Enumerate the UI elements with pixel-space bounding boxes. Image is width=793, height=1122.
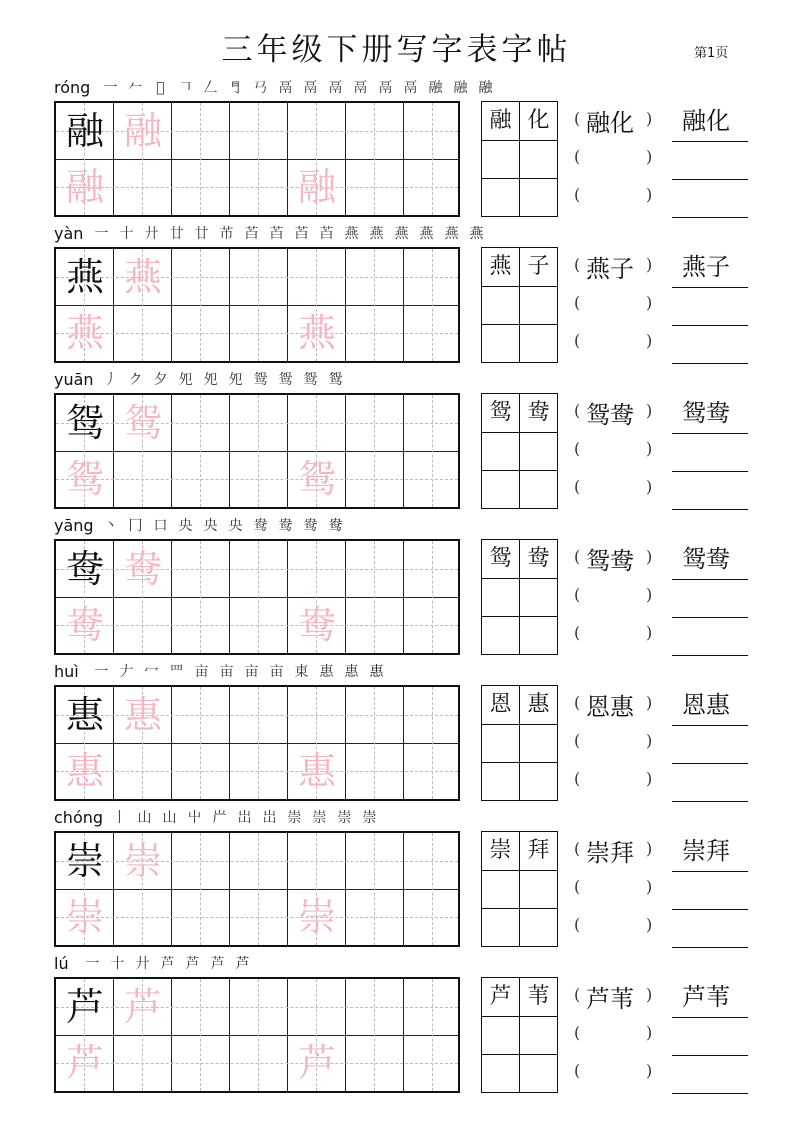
stroke-step: 崇: [312, 810, 327, 826]
guide-line: [374, 833, 375, 945]
practice-section: [0, 804, 793, 950]
trace-character: 燕: [297, 311, 336, 355]
grid-line: [482, 1054, 557, 1055]
stroke-step: 苩: [319, 226, 334, 242]
pinyin-label: róng: [54, 78, 91, 97]
guide-line: [374, 395, 375, 507]
model-character: 崇: [65, 839, 104, 883]
stroke-step: 燕: [394, 226, 409, 242]
bracket-close: ): [646, 877, 653, 896]
trace-character: 崇: [123, 839, 162, 883]
stroke-step: 夗: [203, 372, 218, 388]
trace-character: 芦: [65, 1041, 104, 1085]
bracket-open: (: [574, 293, 581, 312]
bracket-close: ): [646, 439, 653, 458]
stroke-step: 亩: [244, 664, 259, 680]
write-line[interactable]: [672, 325, 748, 326]
stroke-step: 融: [428, 80, 443, 96]
stroke-step: 央: [178, 518, 193, 534]
answer-word: 融化: [682, 107, 730, 135]
model-character: 鸳: [65, 401, 104, 445]
grid-line: [482, 432, 557, 433]
stroke-order: [98, 370, 348, 390]
stroke-step: 惠: [369, 664, 384, 680]
trace-character: 崇: [65, 895, 104, 939]
stroke-step: 芦: [185, 956, 200, 972]
grid-line: [56, 451, 458, 452]
stroke-order: [98, 78, 498, 98]
bracket-open: (: [574, 985, 581, 1004]
word-character: 子: [527, 254, 550, 279]
stroke-step: 𠃋: [203, 80, 218, 96]
bracket-open: (: [574, 769, 581, 788]
practice-grid: [54, 977, 460, 1093]
grid-line: [482, 286, 557, 287]
pinyin-label: chóng: [54, 808, 104, 827]
bracket-close: ): [646, 915, 653, 934]
grid-line: [56, 305, 458, 306]
bracket-open: (: [574, 693, 581, 712]
practice-grid: [54, 393, 460, 509]
practice-section: [0, 950, 793, 1096]
write-line[interactable]: [672, 801, 748, 802]
grid-line: [482, 762, 557, 763]
stroke-step: 亩: [269, 664, 284, 680]
word-character: 鸯: [527, 546, 550, 571]
word-character: 拜: [527, 838, 550, 863]
model-character: 芦: [65, 985, 104, 1029]
model-character: 鸯: [65, 547, 104, 591]
write-line[interactable]: [672, 433, 748, 434]
write-line[interactable]: [672, 871, 748, 872]
stroke-step: 芦: [235, 956, 250, 972]
guide-line: [432, 395, 433, 507]
stroke-step: 惠: [319, 664, 334, 680]
grid-line: [482, 908, 557, 909]
practice-section: [0, 74, 793, 220]
answer-word: 鸳鸯: [682, 545, 730, 573]
guide-line: [56, 1063, 458, 1064]
stroke-step: 融: [453, 80, 468, 96]
bracket-open: (: [574, 731, 581, 750]
bracket-close: ): [646, 293, 653, 312]
bracket-close: ): [646, 477, 653, 496]
write-line[interactable]: [672, 1055, 748, 1056]
practice-grid: [54, 539, 460, 655]
bracket-open: (: [574, 547, 581, 566]
bracket-open: (: [574, 623, 581, 642]
word-character: 化: [527, 108, 550, 133]
stroke-step: 苩: [244, 226, 259, 242]
page-number: 第1页: [694, 46, 729, 61]
pinyin-label: yuān: [54, 370, 94, 389]
guide-line: [200, 833, 201, 945]
trace-character: 惠: [65, 749, 104, 793]
stroke-step: 廿: [169, 226, 184, 242]
stroke-step: 鬲: [303, 80, 318, 96]
trace-character: 鸳: [297, 457, 336, 501]
bracket-close: ): [646, 585, 653, 604]
guide-line: [432, 249, 433, 361]
stroke-step: 𠂉: [128, 80, 143, 96]
write-line[interactable]: [672, 509, 748, 510]
stroke-step: 苩: [294, 226, 309, 242]
stroke-order: [89, 224, 489, 244]
write-line[interactable]: [672, 579, 748, 580]
grid-line: [482, 870, 557, 871]
stroke-step: 廾: [144, 226, 159, 242]
guide-line: [258, 541, 259, 653]
guide-line: [432, 687, 433, 799]
practice-grid: [54, 101, 460, 217]
stroke-step: 燕: [469, 226, 484, 242]
guide-line: [258, 833, 259, 945]
grid-line: [56, 743, 458, 744]
trace-character: 惠: [123, 693, 162, 737]
write-line[interactable]: [672, 217, 748, 218]
guide-line: [258, 687, 259, 799]
pinyin-label: lú: [54, 954, 69, 973]
trace-character: 芦: [297, 1041, 336, 1085]
practice-section: [0, 220, 793, 366]
stroke-step: 鸳: [303, 372, 318, 388]
stroke-step: 鸯: [328, 518, 343, 534]
practice-grid: [54, 247, 460, 363]
bracket-close: ): [646, 1023, 653, 1042]
answer-word: 鸳鸯: [682, 399, 730, 427]
stroke-step: 鸳: [278, 372, 293, 388]
grid-line: [56, 1035, 458, 1036]
stroke-step: 屮: [187, 810, 202, 826]
guide-line: [200, 541, 201, 653]
bracket-open: (: [574, 839, 581, 858]
bracket-open: (: [574, 1061, 581, 1080]
stroke-order: [107, 808, 382, 828]
guide-line: [56, 333, 458, 334]
word-grid: [481, 101, 558, 217]
word-character: 融: [489, 108, 512, 133]
trace-character: 鸯: [123, 547, 162, 591]
stroke-step: 鬲: [353, 80, 368, 96]
write-line[interactable]: [672, 725, 748, 726]
stroke-step: 燕: [444, 226, 459, 242]
trace-character: 燕: [123, 255, 162, 299]
pinyin-label: yàn: [54, 224, 84, 243]
bracket-close: ): [646, 147, 653, 166]
bracket-close: ): [646, 255, 653, 274]
stroke-step: 一: [94, 226, 109, 242]
pinyin-label: huì: [54, 662, 79, 681]
answer-word: 芦苇: [682, 983, 730, 1011]
stroke-step: 廾: [135, 956, 150, 972]
stroke-step: 丨: [112, 810, 127, 826]
guide-line: [200, 687, 201, 799]
guide-line: [432, 103, 433, 215]
stroke-step: 一: [103, 80, 118, 96]
word-character: 苇: [527, 984, 550, 1009]
bracket-close: ): [646, 547, 653, 566]
stroke-step: ク: [128, 372, 143, 388]
write-line[interactable]: [672, 179, 748, 180]
trace-character: 鸯: [65, 603, 104, 647]
stroke-step: 丿: [103, 372, 118, 388]
write-line[interactable]: [672, 141, 748, 142]
grid-line: [482, 324, 557, 325]
bracket-open: (: [574, 877, 581, 896]
stroke-step: 冖: [144, 664, 159, 680]
guide-line: [200, 395, 201, 507]
bracket-open: (: [574, 185, 581, 204]
bracket-open: (: [574, 255, 581, 274]
trace-character: 崇: [297, 895, 336, 939]
bracket-word: 芦苇: [586, 985, 634, 1013]
bracket-open: (: [574, 401, 581, 420]
stroke-step: 冂: [128, 518, 143, 534]
guide-line: [374, 541, 375, 653]
guide-line: [432, 541, 433, 653]
stroke-step: 一: [94, 664, 109, 680]
model-character: 燕: [65, 255, 104, 299]
bracket-open: (: [574, 585, 581, 604]
stroke-step: 鸯: [253, 518, 268, 534]
stroke-step: 𠂇: [119, 664, 134, 680]
stroke-step: 夗: [178, 372, 193, 388]
stroke-step: 崇: [287, 810, 302, 826]
bracket-close: ): [646, 185, 653, 204]
grid-line: [482, 724, 557, 725]
guide-line: [200, 979, 201, 1091]
stroke-step: 𠂌: [156, 80, 165, 96]
grid-line: [482, 578, 557, 579]
grid-line: [56, 597, 458, 598]
stroke-step: 岀: [237, 810, 252, 826]
bracket-close: ): [646, 623, 653, 642]
bracket-close: ): [646, 401, 653, 420]
stroke-step: 夕: [153, 372, 168, 388]
bracket-word: 鸳鸯: [586, 401, 634, 429]
model-character: 融: [65, 109, 104, 153]
practice-grid: [54, 831, 460, 947]
word-grid: [481, 247, 558, 363]
write-line[interactable]: [672, 363, 748, 364]
grid-line: [482, 178, 557, 179]
stroke-step: 山: [162, 810, 177, 826]
bracket-open: (: [574, 915, 581, 934]
guide-line: [374, 103, 375, 215]
guide-line: [432, 979, 433, 1091]
bracket-close: ): [646, 731, 653, 750]
word-grid: [481, 685, 558, 801]
trace-character: 芦: [123, 985, 162, 1029]
word-grid: [481, 831, 558, 947]
stroke-step: 鸳: [253, 372, 268, 388]
bracket-open: (: [574, 109, 581, 128]
stroke-step: 燕: [419, 226, 434, 242]
trace-character: 融: [65, 165, 104, 209]
guide-line: [56, 625, 458, 626]
answer-word: 燕子: [682, 253, 730, 281]
grid-line: [482, 1016, 557, 1017]
page-title: 三年级下册写字表字帖: [221, 32, 572, 68]
stroke-step: 惠: [344, 664, 359, 680]
guide-line: [258, 249, 259, 361]
stroke-step: 央: [203, 518, 218, 534]
trace-character: 融: [123, 109, 162, 153]
practice-section: [0, 512, 793, 658]
stroke-step: 鸳: [328, 372, 343, 388]
trace-character: 鸯: [297, 603, 336, 647]
guide-line: [258, 103, 259, 215]
practice-section: [0, 366, 793, 512]
stroke-order: [98, 516, 348, 536]
guide-line: [56, 479, 458, 480]
stroke-step: 芦: [210, 956, 225, 972]
stroke-order: [80, 954, 255, 974]
word-grid: [481, 393, 558, 509]
bracket-word: 燕子: [586, 255, 634, 283]
bracket-close: ): [646, 1061, 653, 1080]
stroke-step: 芦: [160, 956, 175, 972]
stroke-step: 崇: [362, 810, 377, 826]
word-character: 恩: [489, 692, 512, 717]
stroke-step: 燕: [344, 226, 359, 242]
stroke-step: 屵: [212, 810, 227, 826]
trace-character: 鸳: [65, 457, 104, 501]
stroke-step: 崇: [337, 810, 352, 826]
bracket-close: ): [646, 839, 653, 858]
stroke-step: 𠃛: [228, 80, 243, 96]
guide-line: [200, 249, 201, 361]
practice-section: [0, 658, 793, 804]
word-character: 鸳: [489, 400, 512, 425]
stroke-step: 央: [228, 518, 243, 534]
word-character: 惠: [527, 692, 550, 717]
stroke-step: 一: [85, 956, 100, 972]
answer-word: 崇拜: [682, 837, 730, 865]
answer-word: 恩惠: [682, 691, 730, 719]
bracket-close: ): [646, 693, 653, 712]
word-character: 崇: [489, 838, 512, 863]
stroke-step: 芇: [219, 226, 234, 242]
stroke-step: 山: [137, 810, 152, 826]
word-character: 芦: [489, 984, 512, 1009]
write-line[interactable]: [672, 1093, 748, 1094]
write-line[interactable]: [672, 655, 748, 656]
write-line[interactable]: [672, 287, 748, 288]
bracket-close: ): [646, 109, 653, 128]
stroke-step: 十: [110, 956, 125, 972]
stroke-step: 鸯: [278, 518, 293, 534]
guide-line: [374, 687, 375, 799]
stroke-step: 夗: [228, 372, 243, 388]
stroke-step: 𠃍: [178, 80, 193, 96]
stroke-step: 鬲: [378, 80, 393, 96]
stroke-step: 𢎘: [253, 80, 268, 96]
stroke-order: [89, 662, 389, 682]
bracket-word: 崇拜: [586, 839, 634, 867]
bracket-close: ): [646, 769, 653, 788]
write-line[interactable]: [672, 909, 748, 910]
write-line[interactable]: [672, 763, 748, 764]
stroke-step: 鸯: [303, 518, 318, 534]
word-character: 鸯: [527, 400, 550, 425]
guide-line: [258, 395, 259, 507]
grid-line: [56, 159, 458, 160]
bracket-open: (: [574, 439, 581, 458]
trace-character: 燕: [65, 311, 104, 355]
stroke-step: 亩: [219, 664, 234, 680]
guide-line: [374, 979, 375, 1091]
stroke-step: 苩: [269, 226, 284, 242]
guide-line: [56, 917, 458, 918]
bracket-open: (: [574, 477, 581, 496]
bracket-close: ): [646, 985, 653, 1004]
guide-line: [56, 187, 458, 188]
stroke-step: 鬲: [278, 80, 293, 96]
stroke-step: 鬲: [403, 80, 418, 96]
stroke-step: 鬲: [328, 80, 343, 96]
bracket-open: (: [574, 1023, 581, 1042]
stroke-step: 罒: [169, 664, 184, 680]
trace-character: 惠: [297, 749, 336, 793]
stroke-step: 口: [153, 518, 168, 534]
trace-character: 融: [297, 165, 336, 209]
word-character: 燕: [489, 254, 512, 279]
write-line[interactable]: [672, 1017, 748, 1018]
bracket-word: 鸳鸯: [586, 547, 634, 575]
bracket-word: 融化: [586, 109, 634, 137]
stroke-step: 燕: [369, 226, 384, 242]
write-line[interactable]: [672, 471, 748, 472]
practice-grid: [54, 685, 460, 801]
trace-character: 鸳: [123, 401, 162, 445]
stroke-step: 融: [478, 80, 493, 96]
guide-line: [200, 103, 201, 215]
bracket-close: ): [646, 331, 653, 350]
word-character: 鸳: [489, 546, 512, 571]
guide-line: [258, 979, 259, 1091]
word-grid: [481, 977, 558, 1093]
guide-line: [374, 249, 375, 361]
write-line[interactable]: [672, 617, 748, 618]
model-character: 惠: [65, 693, 104, 737]
stroke-step: 十: [119, 226, 134, 242]
stroke-step: 岀: [262, 810, 277, 826]
grid-line: [482, 140, 557, 141]
stroke-step: 東: [294, 664, 309, 680]
bracket-open: (: [574, 331, 581, 350]
stroke-step: 亩: [194, 664, 209, 680]
bracket-word: 恩惠: [586, 693, 634, 721]
grid-line: [56, 889, 458, 890]
guide-line: [56, 771, 458, 772]
grid-line: [482, 616, 557, 617]
guide-line: [432, 833, 433, 945]
grid-line: [482, 470, 557, 471]
write-line[interactable]: [672, 947, 748, 948]
stroke-step: 廿: [194, 226, 209, 242]
bracket-open: (: [574, 147, 581, 166]
stroke-step: 丶: [103, 518, 118, 534]
word-grid: [481, 539, 558, 655]
pinyin-label: yāng: [54, 516, 94, 535]
